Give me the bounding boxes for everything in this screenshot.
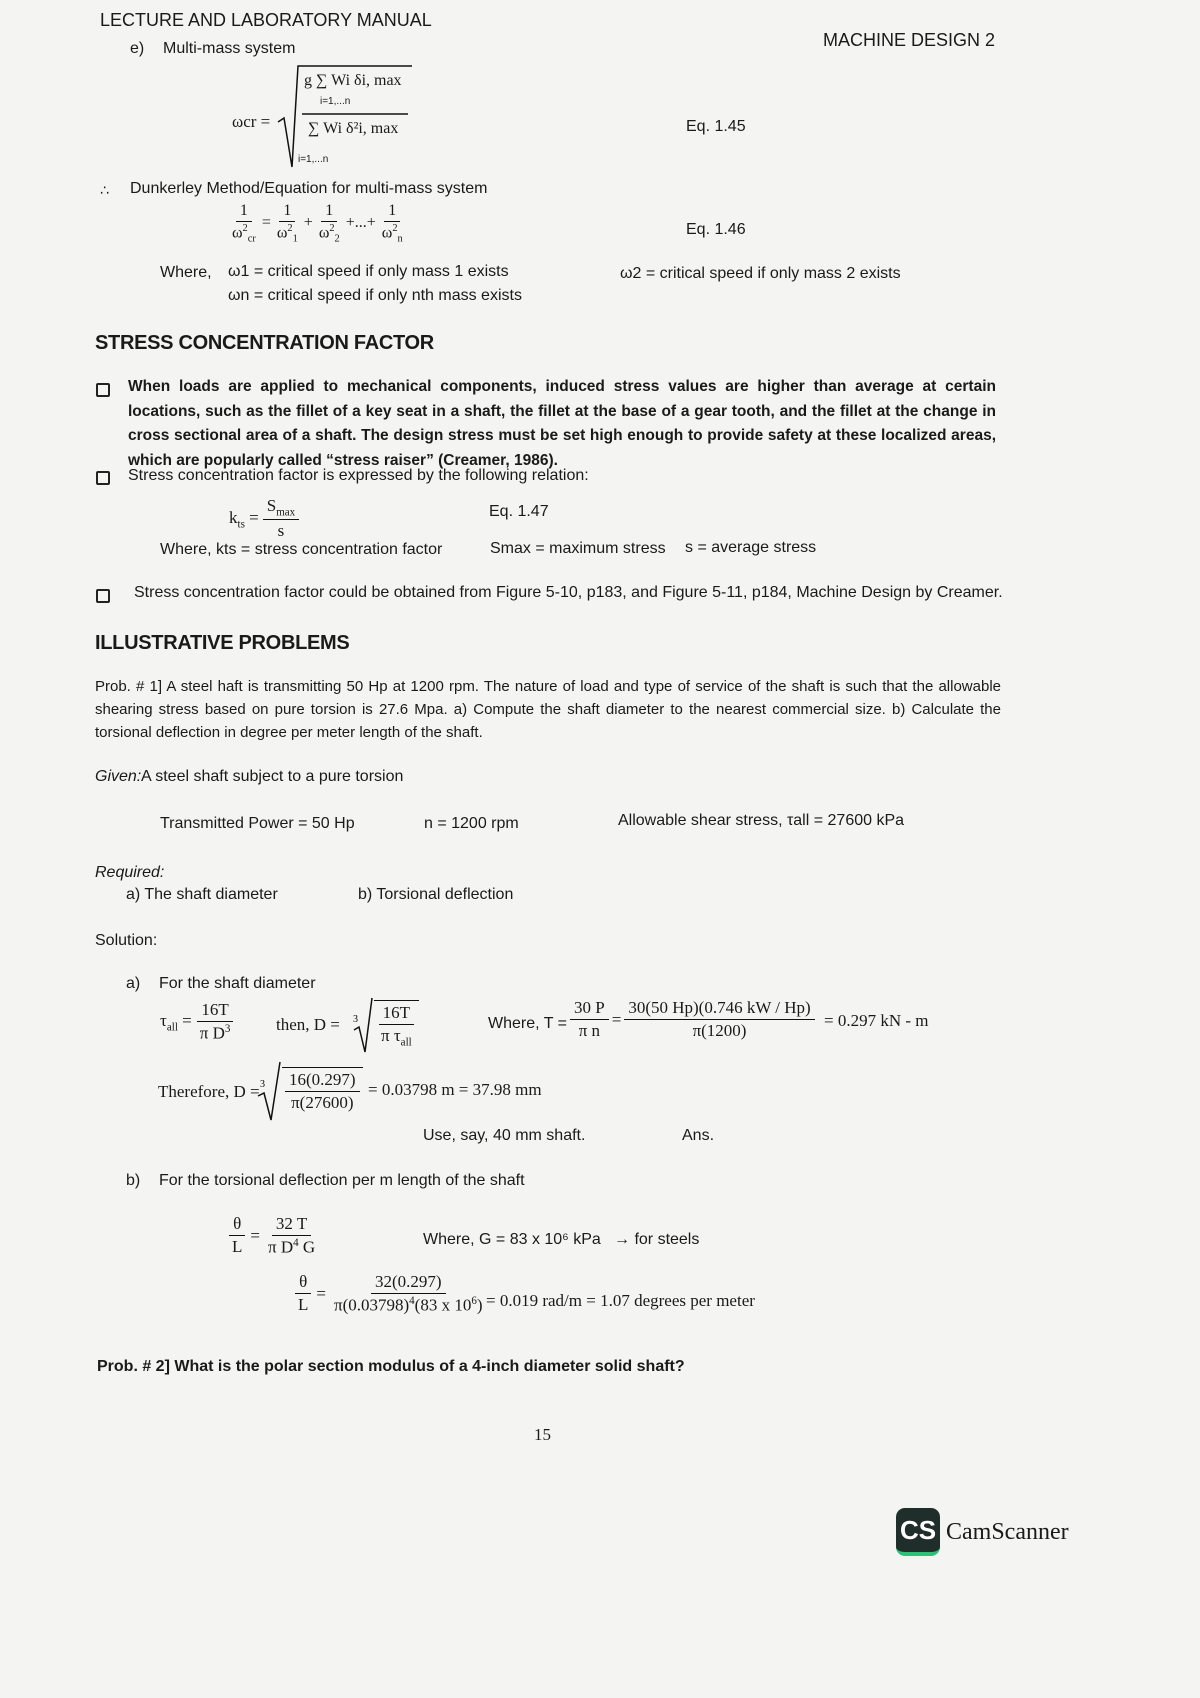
kts-def: Where, kts = stress concentration factor: [160, 541, 443, 558]
checkbox-bullet-icon: [96, 589, 110, 603]
svg-text:3: 3: [260, 1079, 265, 1090]
given-label: Given:: [95, 768, 142, 785]
cube-root-sign: [352, 996, 374, 1054]
required-a: a) The shaft diameter: [126, 886, 278, 903]
scf-paragraph-2: Stress concentration factor is expressed by the following relation:: [128, 467, 589, 484]
given-text: A steel shaft subject to a pure torsion: [141, 768, 404, 785]
omegan-def: ωn = critical speed if only nth mass exists: [228, 287, 522, 304]
scf-paragraph-3: Stress concentration factor could be obtained from Figure 5-10, p183, and Figure 5-11, p184, Machine Design by Creamer.: [134, 584, 1003, 601]
eq-label-1-47: Eq. 1.47: [489, 503, 549, 520]
scf-paragraph-1: When loads are applied to mechanical components, induced stress values are higher than average at certain locations, such as the fillet of a key seat in a shaft, the fillet at the base of a gear tooth, and the fillet at the change in cross sectional area of a shaft. The design stress must be set high enough to provide safety at these localized areas, which are popularly called “stress raiser” (Creamer, 1986).: [128, 378, 996, 469]
page-number: 15: [534, 1425, 551, 1444]
course-title: MACHINE DESIGN 2: [823, 30, 996, 50]
solution-label: Solution:: [95, 932, 158, 949]
part-a-marker: a): [126, 975, 141, 992]
torque-result: = 0.297 kN - m: [824, 1011, 929, 1030]
problem-2-text: Prob. # 2] What is the polar section modulus of a 4-inch diameter solid shaft?: [97, 1358, 685, 1375]
diameter-result: = 0.03798 m = 37.98 mm: [368, 1080, 542, 1099]
problem-1-text: Prob. # 1] A steel haft is transmitting 50 Hp at 1200 rpm. The nature of load and type of service of the shaft is such that the allowable shearing stress based on pure torsion is 27.6 Mpa. a) Compute the shaft diameter to the nearest commercial size. b) Calculate the torsional deflection in degree per meter length of the shaft.: [95, 678, 1001, 741]
d-value-root: 3 $\frac{16(0.297)}{\pi(27600)}$: [256, 1060, 363, 1122]
for-steels: → for steels: [614, 1231, 700, 1248]
manual-title: LECTURE AND LABORATORY MANUAL: [100, 10, 432, 30]
required-label: Required:: [95, 864, 165, 881]
required-b: b) Torsional deflection: [358, 886, 514, 903]
omega2-def: ω2 = critical speed if only mass 2 exists: [620, 265, 901, 282]
denominator: ∑ Wi δ²i, max: [308, 120, 399, 137]
dunkerley-label: Dunkerley Method/Equation for multi-mass system: [130, 180, 488, 197]
svg-text:3: 3: [353, 1014, 358, 1025]
numerator: g ∑ Wi δi, max: [304, 72, 402, 89]
d-cube-root: 3 $\frac{16T}{\pi \tau_{all}}$: [352, 996, 419, 1054]
camscanner-icon: CS: [896, 1508, 940, 1556]
where-t-label: Where, T =: [488, 1015, 567, 1032]
answer-label: Ans.: [682, 1127, 715, 1144]
deflection-formula: $\frac{\theta}{L}$ = $\frac{32 T}{\pi D^4 G}$: [228, 1214, 319, 1258]
multi-mass-equation: [276, 62, 416, 172]
smax-def: Smax = maximum stress: [490, 540, 666, 557]
dunkerley-marker: ∴: [100, 182, 109, 198]
given-speed: n = 1200 rpm: [424, 815, 519, 832]
item-marker: e): [130, 40, 145, 57]
multi-mass-label: Multi-mass system: [163, 40, 296, 57]
problems-heading: ILLUSTRATIVE PROBLEMS: [95, 632, 350, 654]
omega1-def: ω1 = critical speed if only mass 1 exists: [228, 263, 509, 280]
part-a-text: For the shaft diameter: [159, 975, 316, 992]
deflection-substitution: $\frac{\theta}{L}$ = $\frac{32(0.297)}{\pi(0.03798)^4(83 x 10^6)}$: [294, 1272, 487, 1316]
where-label: Where,: [160, 264, 212, 281]
eq-label-1-45: Eq. 1.45: [686, 118, 746, 135]
scf-heading: STRESS CONCENTRATION FACTOR: [95, 332, 434, 354]
checkbox-bullet-icon: [96, 471, 110, 485]
omega-cr-symbol: ωcr =: [232, 112, 271, 131]
tau-equation: $\tau_{all}$ = $\frac{16T}{\pi D^3}$: [160, 1000, 234, 1044]
shear-modulus: Where, G = 83 x 10⁶ kPa: [423, 1231, 601, 1248]
eq-label-1-46: Eq. 1.46: [686, 221, 746, 238]
given-shear-stress: Allowable shear stress, τall = 27600 kPa: [618, 812, 905, 829]
camscanner-logo: [896, 1508, 1069, 1556]
deflection-result: = 0.019 rad/m = 1.07 degrees per meter: [486, 1291, 755, 1310]
camscanner-text: CamScanner: [946, 1518, 1069, 1545]
given-power: Transmitted Power = 50 Hp: [160, 815, 355, 832]
dunkerley-equation: $\frac{1}{\omega^2_{cr}}$ = $\frac{1}{\omega^2_1}$ + $\frac{1}{\omega^2_2}$ +...+ $\frac{1}{\omega^2_n}$: [232, 202, 403, 245]
cube-root-sign: [256, 1060, 282, 1122]
sum-index-bottom: i=1,...n: [298, 154, 329, 165]
therefore-label: Therefore, D =: [158, 1082, 260, 1101]
then-d-label: then, D =: [276, 1015, 340, 1034]
kts-equation: $k_{ts}$ = $\frac{S_{max}}{s}$: [229, 496, 299, 541]
sum-index-top: i=1,...n: [320, 96, 351, 107]
part-b-marker: b): [126, 1172, 141, 1189]
checkbox-bullet-icon: [96, 383, 110, 397]
use-shaft: Use, say, 40 mm shaft.: [423, 1127, 586, 1144]
part-b-text: For the torsional deflection per m length of the shaft: [159, 1172, 525, 1189]
torque-equation: $\frac{30 P}{\text{π n}}$ = $\frac{30(50 Hp)(0.746 kW / Hp)}{\pi(1200)}$: [570, 998, 815, 1041]
s-def: s = average stress: [685, 539, 817, 556]
